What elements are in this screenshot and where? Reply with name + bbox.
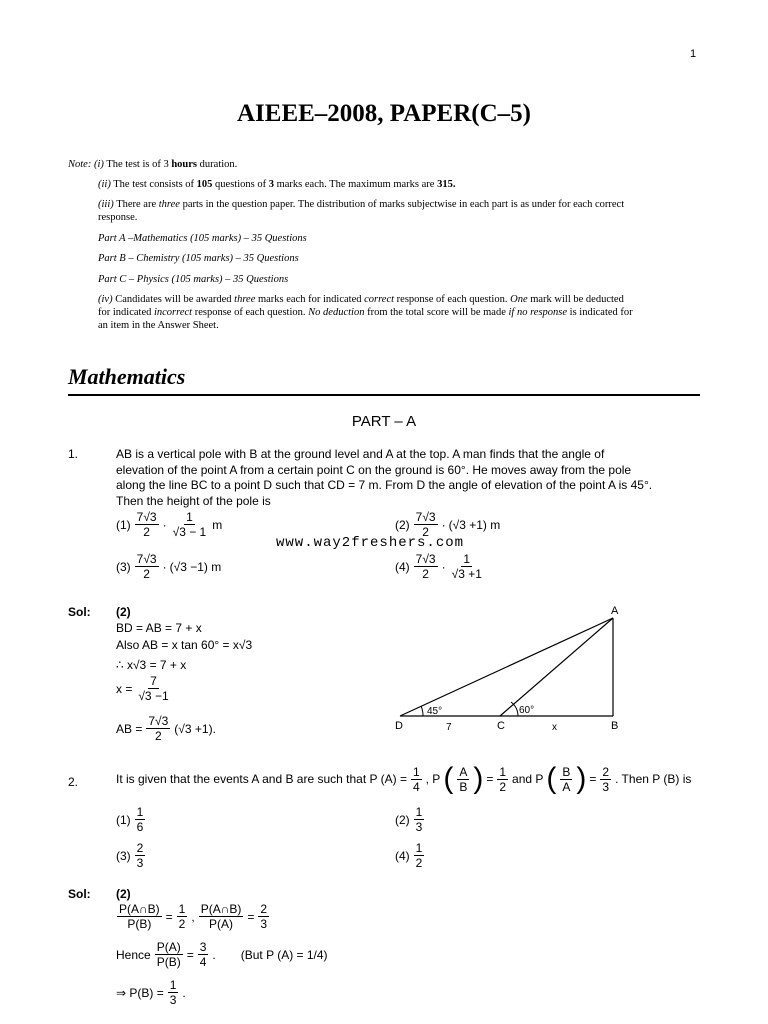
sol2-note: (But P (A) = 1/4): [240, 947, 328, 962]
note-line-iii-cont: response.: [98, 212, 138, 223]
sol2-line3: [116, 978, 186, 1007]
note-ii-a: The test consists of: [113, 179, 197, 190]
note-iv2-d: No deduction: [308, 307, 365, 318]
note-iii-b: three: [158, 199, 180, 210]
fraction: [560, 765, 572, 794]
sol1-label: Sol:: [68, 605, 91, 619]
note-ii-c: questions of: [212, 179, 269, 190]
denominator: 3: [415, 820, 423, 834]
note-i-text: The test is of 3: [106, 159, 172, 170]
denominator: 2: [178, 917, 186, 931]
numerator: 1: [463, 552, 471, 566]
paren-open: (: [546, 762, 557, 795]
note-iv-b: three: [234, 294, 256, 305]
denominator: 2: [143, 567, 150, 581]
fraction: [258, 902, 269, 931]
note-label: Note:: [68, 159, 92, 170]
note-iv-c: marks each for indicated: [255, 294, 365, 305]
note-line-iv: [98, 293, 624, 306]
denominator: 2: [422, 567, 429, 581]
unit: m: [212, 517, 223, 532]
note-ii-b: 105: [196, 179, 213, 190]
option-label: (1): [116, 812, 131, 827]
q2-option-3: [116, 841, 146, 870]
fraction: [600, 765, 611, 794]
q2-option-4: [395, 841, 425, 870]
denominator: P(B): [156, 955, 181, 969]
numerator: P(A): [156, 940, 181, 954]
label-b: B: [611, 720, 619, 732]
numerator: P(A∩B): [119, 902, 160, 916]
lhs: x =: [116, 681, 133, 696]
numerator: 2: [602, 764, 610, 779]
numerator: 1: [415, 841, 423, 855]
note-ii-d: 3: [268, 179, 274, 190]
tail: (√3 +1).: [174, 721, 216, 736]
note-iv-g: mark will be deducted: [527, 294, 624, 305]
dot: ·: [162, 559, 167, 574]
fraction: [457, 765, 469, 794]
lhs: ⇒ P(B) =: [116, 985, 164, 1000]
fraction: [411, 765, 422, 794]
paren-close: ): [473, 762, 484, 795]
note-iii-num: (iii): [98, 199, 114, 210]
label-d: D: [395, 720, 403, 732]
sol1-line1: BD = AB = 7 + x: [116, 621, 202, 635]
label-a: A: [611, 605, 619, 617]
angle-d-label: 45°: [427, 706, 443, 717]
q1-text: [116, 447, 700, 509]
option-label: (4): [395, 559, 410, 574]
lhs: AB =: [116, 721, 143, 736]
sol2-label: Sol:: [68, 887, 91, 901]
note-iv-num: (iv): [98, 294, 113, 305]
length-cb: x: [552, 722, 557, 733]
numerator: 7√3: [415, 510, 436, 524]
note-iv2-b: incorrect: [153, 307, 193, 318]
q2-text-b: , P: [425, 772, 441, 786]
dot: ·: [162, 517, 167, 532]
denominator: 2: [415, 856, 423, 870]
fraction: [117, 902, 162, 931]
paren-close: ): [576, 762, 587, 795]
denominator: 2: [422, 525, 429, 539]
fraction: [146, 714, 170, 743]
numerator: 1: [178, 902, 186, 916]
triangle-figure: [385, 600, 635, 740]
period: .: [182, 985, 186, 1000]
q2-text-c: and P: [512, 772, 544, 786]
numerator: 1: [136, 805, 144, 819]
numerator: 1: [499, 764, 507, 779]
note-line-iii: [98, 198, 700, 211]
note-part-c: [98, 273, 288, 286]
watermark-text: www.way2freshers.com: [276, 535, 465, 551]
q2-text-a: It is given that the events A and B are such that P (A) =: [116, 772, 407, 786]
fraction: [198, 940, 209, 969]
numerator: 7√3: [136, 510, 157, 524]
sol2-line2: [116, 940, 328, 969]
line-da: [400, 618, 613, 716]
numerator: 1: [186, 510, 193, 524]
section-divider: [68, 394, 700, 396]
equals: =: [486, 772, 494, 786]
fraction: [155, 940, 183, 969]
note-iv-a: Candidates will be awarded: [115, 294, 235, 305]
note-iv2-c: response of each question.: [192, 307, 309, 318]
note-iv2-g: is indicated for: [567, 307, 633, 318]
q2-text-d: . Then P (B) is: [615, 772, 692, 786]
q2-number: 2.: [68, 775, 79, 789]
line-ca: [500, 618, 613, 716]
denominator: 3: [602, 779, 610, 794]
note-ii-f: 315.: [437, 179, 456, 190]
length-dc: 7: [446, 722, 452, 733]
angle-arc-d: [421, 706, 423, 716]
note-part-a-text: Part A –Mathematics (105 marks) – 35 Questions: [98, 233, 307, 244]
equals: =: [589, 772, 597, 786]
note-iv-f: One: [510, 294, 528, 305]
equals: =: [165, 909, 173, 924]
note-line-i: [68, 158, 237, 171]
denominator: P(A): [209, 917, 233, 931]
denominator: 2: [154, 729, 162, 743]
note-ii-num: (ii): [98, 179, 111, 190]
option-tail: (√3 +1) m: [448, 517, 501, 532]
note-line-iv-3: an item in the Answer Sheet.: [98, 320, 219, 331]
note-part-b-text: Part B – Chemistry (105 marks) – 35 Questions: [98, 253, 299, 264]
denominator: B: [459, 779, 468, 794]
note-iv-d: correct: [364, 294, 395, 305]
denominator: √3 −1: [138, 689, 169, 703]
numerator: B: [562, 764, 571, 779]
option-label: (2): [395, 812, 410, 827]
q1-line4: Then the height of the pole is: [116, 493, 271, 508]
numerator: 7√3: [415, 552, 436, 566]
section-title: Mathematics: [68, 364, 186, 389]
denominator: 4: [412, 779, 420, 794]
sol2-line1: [116, 902, 270, 931]
numerator: 7√3: [148, 714, 169, 728]
note-iv2-f: if no response: [508, 307, 568, 318]
numerator: 7√3: [136, 552, 157, 566]
fraction: [177, 902, 188, 931]
fraction: [414, 805, 425, 834]
sol1-line5: [116, 714, 216, 743]
comma: ,: [191, 909, 195, 924]
note-iv2-a: for indicated: [98, 307, 154, 318]
denominator: A: [562, 779, 571, 794]
denominator: 3: [260, 917, 268, 931]
fraction: [414, 841, 425, 870]
q1-option-4: [395, 552, 485, 581]
label-c: C: [497, 720, 505, 732]
note-ii-e: marks each. The maximum marks are: [273, 179, 438, 190]
sol1-line3: ∴ x√3 = 7 + x: [116, 658, 187, 672]
note-line-iv-2: [98, 306, 633, 319]
denominator: 3: [136, 856, 144, 870]
fraction: [135, 805, 146, 834]
paren-open: (: [443, 762, 454, 795]
dot: ·: [441, 559, 446, 574]
option-label: (3): [116, 559, 131, 574]
denominator: 6: [136, 820, 144, 834]
fraction: [135, 841, 146, 870]
q1-option-3: [116, 552, 221, 581]
q1-number: 1.: [68, 447, 79, 461]
fraction: [135, 552, 159, 581]
q2-text: [116, 764, 691, 794]
paper-title: AIEEE–2008, PAPER(C–5): [237, 100, 531, 127]
note-part-c-text: Part C – Physics (105 marks) – 35 Questions: [98, 274, 289, 285]
fraction: [199, 902, 244, 931]
q2-option-2: [395, 805, 425, 834]
note-part-a: [98, 232, 307, 245]
note-iii-c: parts in the question paper. The distribution of marks subjectwise in each part is as under for each correct: [179, 199, 625, 210]
fraction: [414, 552, 438, 581]
numerator: P(A∩B): [200, 902, 242, 916]
q2-option-1: [116, 805, 146, 834]
denominator: √3 +1: [451, 567, 482, 581]
equals: =: [186, 947, 194, 962]
period: .: [212, 947, 216, 962]
note-i-num: (i): [93, 159, 104, 170]
fraction: [497, 765, 508, 794]
fraction: [136, 674, 170, 703]
note-line-ii: [98, 178, 455, 191]
angle-c-label: 60°: [519, 705, 535, 716]
denominator: √3 − 1: [172, 525, 207, 539]
note-iv2-e: from the total score will be made: [364, 307, 509, 318]
note-iii-a: There are: [116, 199, 159, 210]
note-part-b: [98, 252, 299, 265]
sol1-answer: (2): [116, 605, 131, 619]
sol1-line2: Also AB = x tan 60° = x√3: [116, 638, 253, 652]
equals: =: [247, 909, 255, 924]
denominator: 2: [499, 779, 507, 794]
option-label: (4): [395, 848, 410, 863]
q1-option-1: [116, 510, 222, 539]
denominator: 3: [169, 993, 177, 1007]
fraction: [135, 510, 159, 539]
denominator: 4: [199, 955, 207, 969]
option-tail: (√3 −1) m: [169, 559, 222, 574]
numerator: 1: [169, 978, 177, 992]
option-label: (2): [395, 517, 410, 532]
hence: Hence: [116, 947, 151, 962]
q1-line1: AB is a vertical pole with B at the ground level and A at the top. A man finds that the angle of: [116, 447, 605, 461]
numerator: 1: [415, 805, 423, 819]
fraction: [450, 552, 484, 581]
part-heading: PART – A: [351, 413, 417, 430]
note-iv-e: response of each question.: [394, 294, 511, 305]
q1-line2: elevation of the point A from a certain point C on the ground is 60°. He moves away from the pole: [116, 462, 632, 477]
numerator: 7: [150, 674, 157, 688]
sol1-line4: [116, 674, 172, 703]
fraction: [171, 510, 209, 539]
numerator: 3: [199, 940, 207, 954]
note-i-tail: duration.: [197, 159, 238, 170]
numerator: 2: [136, 841, 144, 855]
denominator: 2: [143, 525, 150, 539]
numerator: 1: [412, 764, 420, 779]
sol2-answer: (2): [116, 887, 131, 901]
fraction: [168, 978, 179, 1007]
denominator: P(B): [127, 917, 152, 931]
numerator: 2: [260, 902, 268, 916]
page-number: 1: [690, 48, 697, 60]
q1-line3: along the line BC to a point D such that CD = 7 m. From D the angle of elevation of the point A is 45°.: [116, 478, 653, 492]
option-label: (1): [116, 517, 131, 532]
note-i-bold: hours: [171, 159, 198, 170]
dot: ·: [441, 517, 446, 532]
option-label: (3): [116, 848, 131, 863]
numerator: A: [459, 764, 468, 779]
